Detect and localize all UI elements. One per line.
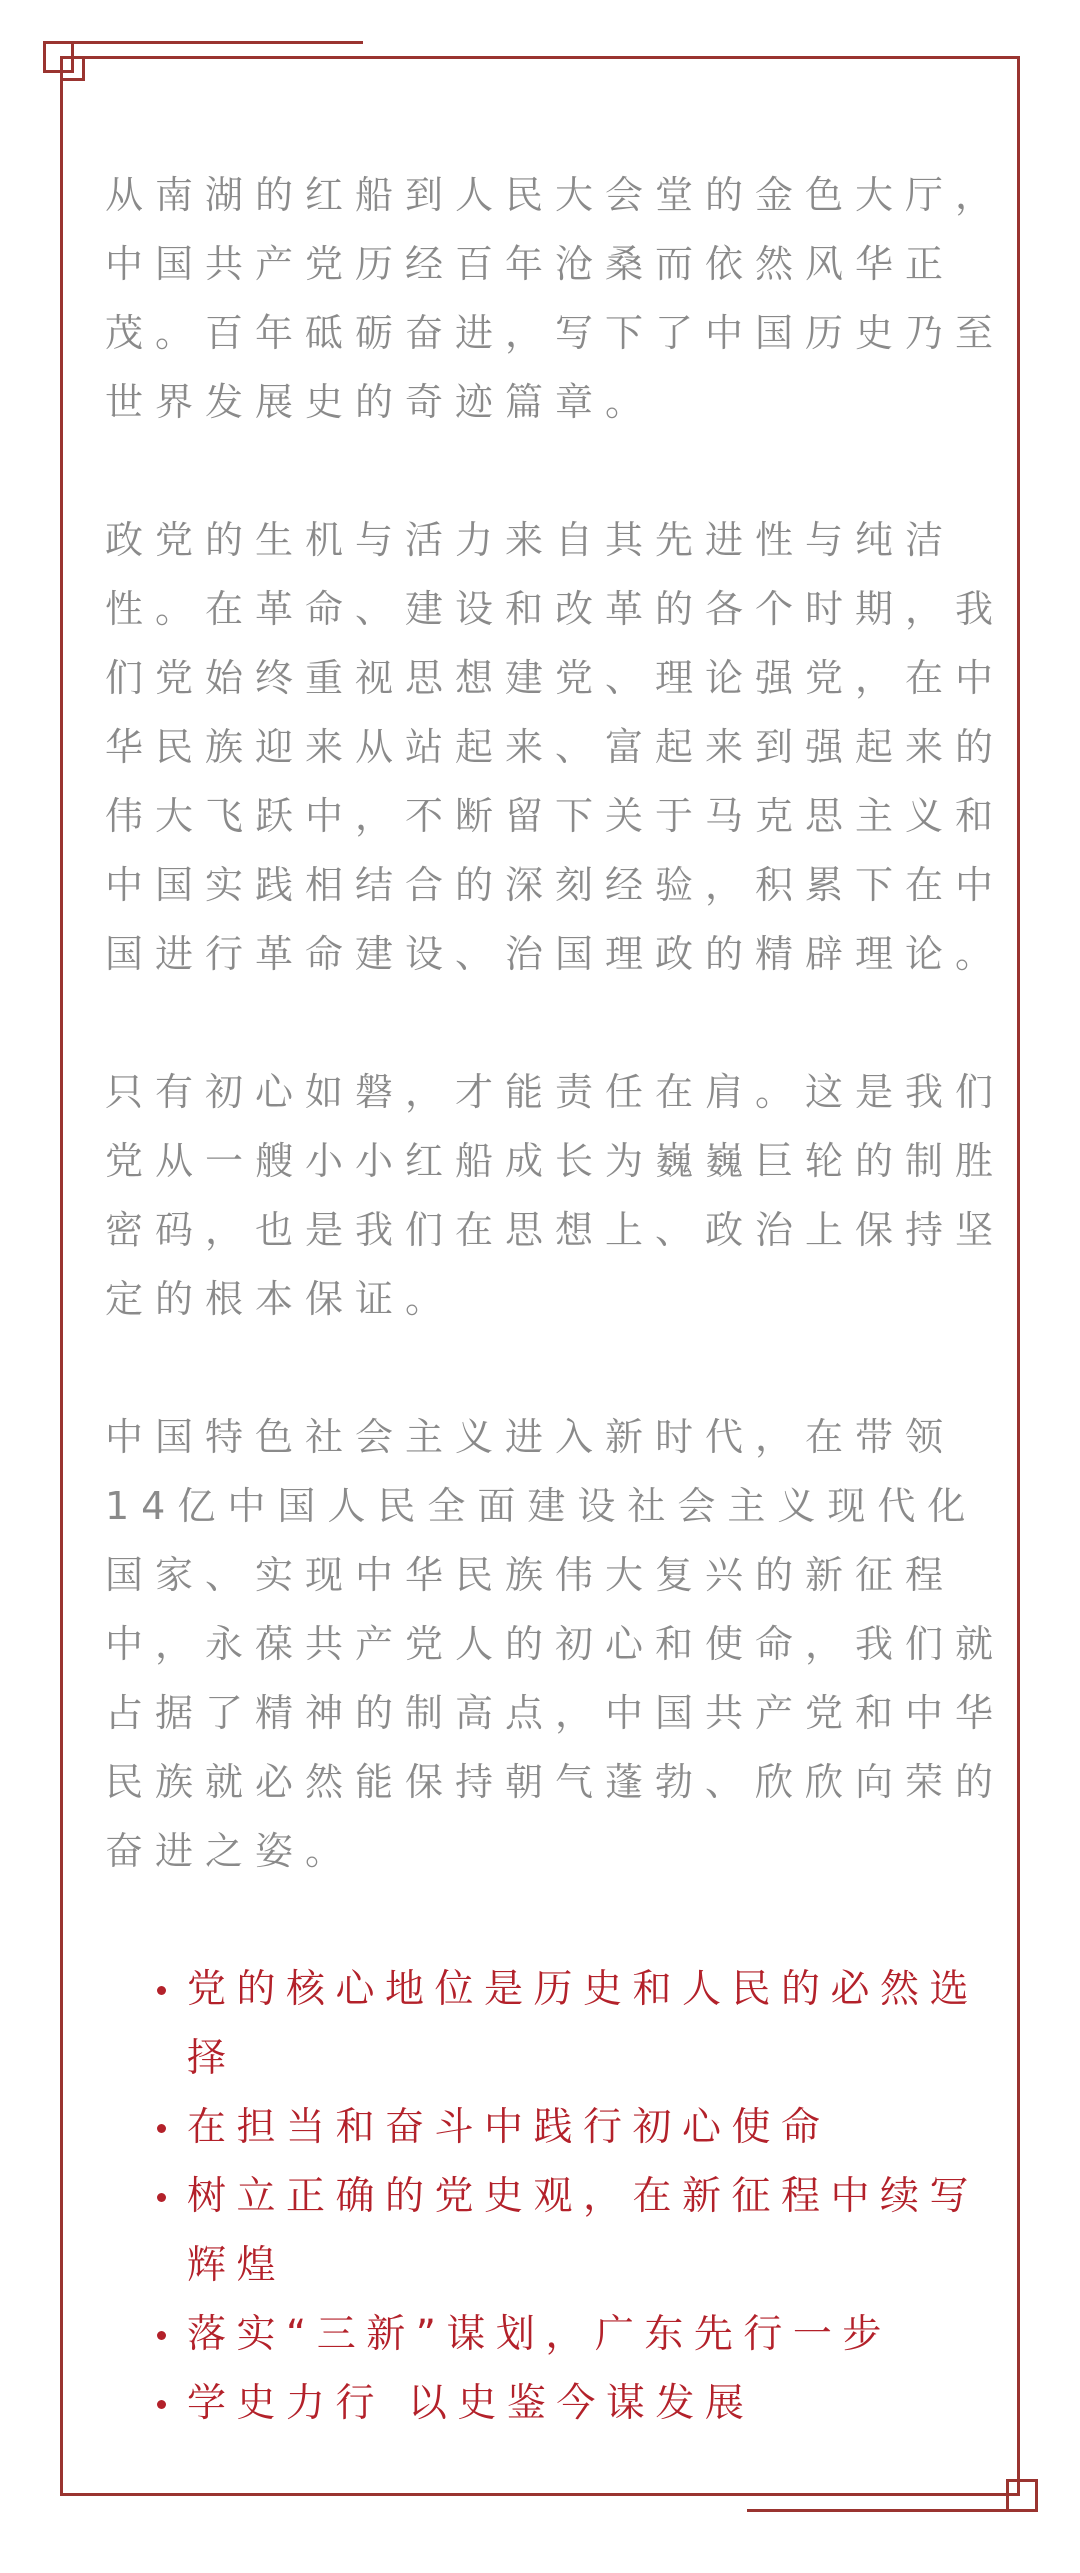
related-link[interactable]: [157, 2093, 1015, 2162]
paragraph-line: 华民族迎来从站起来、富起来到强起来的: [105, 725, 1006, 769]
paragraph-line: 世界发展史的奇迹篇章。: [105, 380, 656, 424]
paragraph-line: 茂。百年砥砺奋进，写下了中国历史乃至: [105, 311, 1006, 355]
paragraph-line: 从南湖的红船到人民大会堂的金色大厅，: [105, 173, 1006, 217]
bullet-icon: [157, 2193, 166, 2202]
paragraph-line: 们党始终重视思想建党、理论强党，在中: [105, 656, 1006, 700]
related-link-text[interactable]: 择: [187, 2036, 237, 2081]
paragraph-line: 国家、实现中华民族伟大复兴的新征程: [105, 1553, 956, 1597]
paragraph: [105, 161, 1015, 437]
top-left-corner-square-inner: [60, 56, 85, 81]
related-link-text[interactable]: 落实“三新”谋划，广东先行一步: [187, 2312, 892, 2357]
paragraph-line: 民族就必然能保持朝气蓬勃、欣欣向荣的: [105, 1760, 1006, 1804]
bullet-icon: [157, 2331, 166, 2340]
paragraph-line: 党从一艘小小红船成长为巍巍巨轮的制胜: [105, 1139, 1006, 1183]
paragraph-line: 中国实践相结合的深刻经验，积累下在中: [105, 863, 1006, 907]
related-link-text[interactable]: 在担当和奋斗中践行初心使命: [187, 2105, 831, 2150]
paragraph-line: 伟大飞跃中，不断留下关于马克思主义和: [105, 794, 1006, 838]
top-accent-line: [43, 41, 363, 44]
article-body: [105, 161, 1015, 2438]
paragraph-line: 中国共产党历经百年沧桑而依然风华正: [105, 242, 956, 286]
related-link[interactable]: [157, 2162, 1015, 2300]
bullet-icon: [157, 2400, 166, 2409]
paragraph-line: 中，永葆共产党人的初心和使命，我们就: [105, 1622, 1006, 1666]
paragraph-line: 定的根本保证。: [105, 1277, 456, 1321]
bottom-accent-line: [747, 2509, 1037, 2512]
related-link-text[interactable]: 学史力行 以史鉴今谋发展: [187, 2381, 755, 2426]
paragraph: [105, 1058, 1015, 1334]
paragraph-line: 占据了精神的制高点，中国共产党和中华: [105, 1691, 1006, 1735]
paragraph-line: 只有初心如磐，才能责任在肩。这是我们: [105, 1070, 1006, 1114]
related-link-text[interactable]: 党的核心地位是历史和人民的必然选: [187, 1967, 980, 2012]
related-link[interactable]: [157, 1955, 1015, 2093]
bullet-icon: [157, 2124, 166, 2133]
paragraph-line: 政党的生机与活力来自其先进性与纯洁: [105, 518, 956, 562]
paragraph-line: 奋进之姿。: [105, 1829, 356, 1873]
paragraph-line: 14亿中国人民全面建设社会主义现代化: [105, 1484, 978, 1528]
related-link[interactable]: [157, 2369, 1015, 2438]
related-links-list: [157, 1955, 1015, 2438]
paragraph: [105, 1403, 1015, 1886]
paragraph-line: 国进行革命建设、治国理政的精辟理论。: [105, 932, 1006, 976]
bottom-right-corner-square-outer: [1006, 2479, 1038, 2512]
paragraph-line: 密码，也是我们在思想上、政治上保持坚: [105, 1208, 1006, 1252]
paragraph-line: 性。在革命、建设和改革的各个时期，我: [105, 587, 1006, 631]
related-link[interactable]: [157, 2300, 1015, 2369]
paragraph: [105, 506, 1015, 989]
bullet-icon: [157, 1986, 166, 1995]
related-link-text[interactable]: 树立正确的党史观，在新征程中续写: [187, 2174, 980, 2219]
related-link-text[interactable]: 辉煌: [187, 2243, 287, 2288]
paragraph-line: 中国特色社会主义进入新时代，在带领: [105, 1415, 956, 1459]
